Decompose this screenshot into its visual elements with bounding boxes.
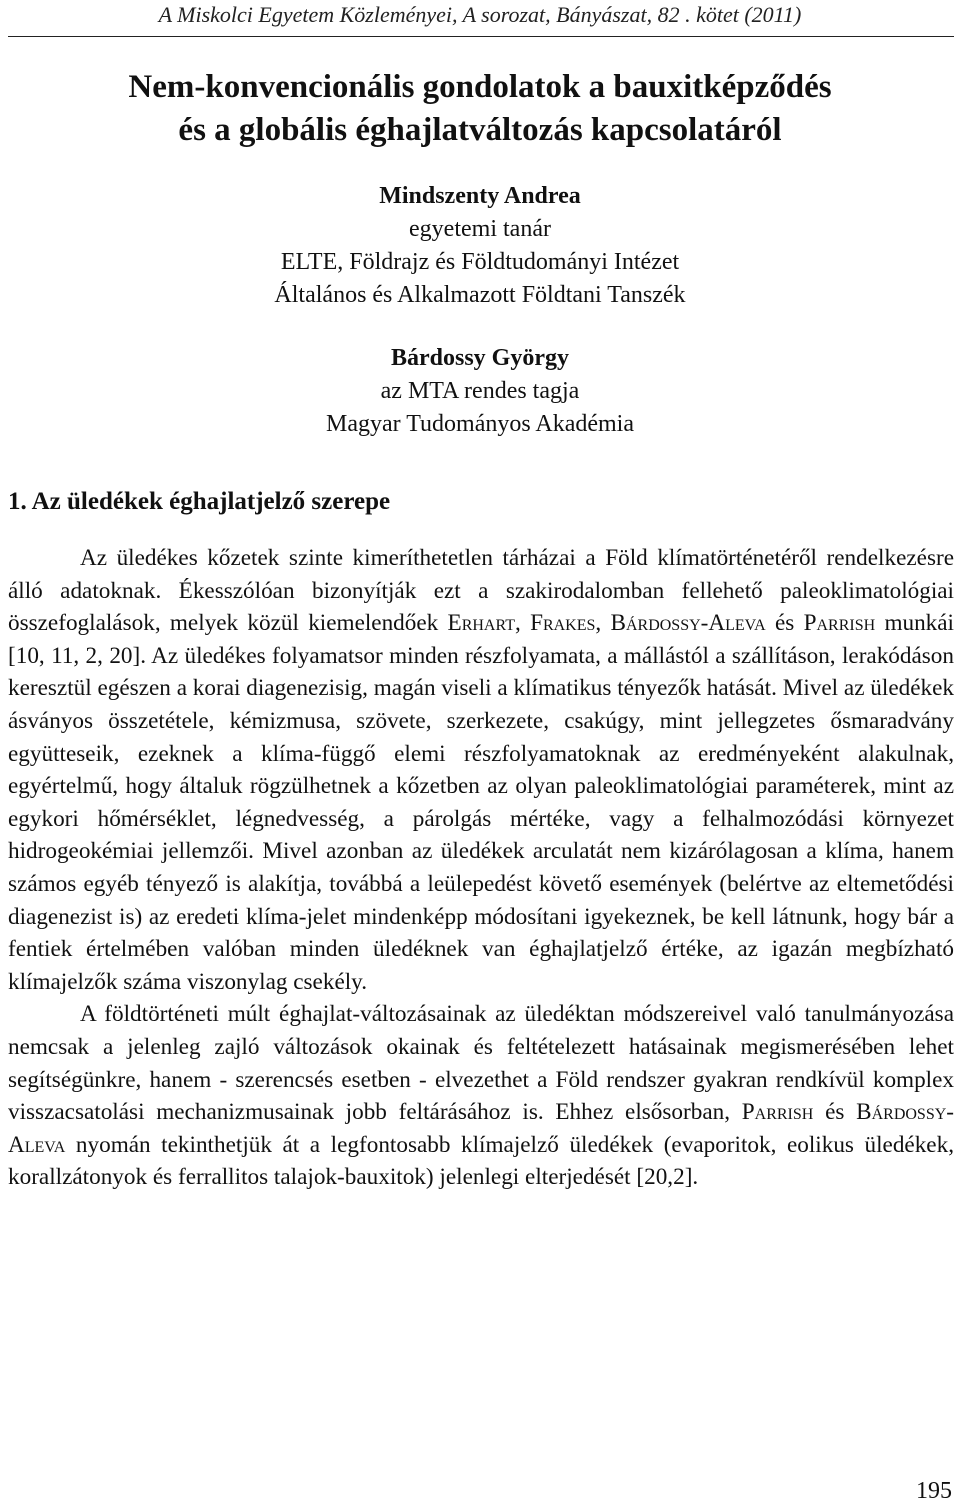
text-run: és bbox=[765, 610, 804, 637]
cited-author: Bárdossy-Aleva bbox=[610, 610, 766, 637]
section-body bbox=[8, 542, 954, 1194]
text-run: és bbox=[813, 1099, 857, 1126]
paper-title bbox=[0, 66, 960, 152]
cited-author: Bárdossy-Aleva bbox=[8, 1099, 954, 1158]
section-heading: 1. Az üledékek éghajlatjelző szerepe bbox=[8, 488, 391, 515]
text-run: , bbox=[595, 610, 611, 637]
author-department: Általános és Alkalmazott Földtani Tanszék bbox=[274, 282, 686, 308]
header-rule bbox=[8, 36, 954, 37]
paragraph bbox=[8, 542, 954, 998]
author-block-2 bbox=[0, 342, 960, 441]
text-run: munkái [10, 11, 2, 20]. Az üledékes folyamatsor minden részfolyamata, a mállástól a szállításon, lerakódáson keresztül egészen a korai diagenezisig, magán viseli a klímatikus tényezők hatását. Mivel az üledékek ásványos összetétele, kémizmusa, szövete, szerkezete, csakúgy, mint jellegzetes ősmaradvány együtteseik, ezeknek a klíma-függő elemi részfolyamatoknak az eredményeként alakulnak, egyértelmű, hogy általuk rögzülhetnek a kőzetben az olyan paleoklimatológiai paraméterek, mint az egykori hőmérséklet, légnedvesség, a párolgás mértéke, vagy a felhalmozódási környezet hidrogeokémiai jellemzői. Mivel azonban az üledékek arculatát nem kizárólagosan a klíma, hanem számos egyéb tényező is alakítja, továbbá a leülepedést követő események (belértve az eltemetődési diagenezist is) az eredeti klíma-jelet mindenképp módosítani igyekeznek, be kell látnunk, hogy bár a fentiek értelmében valóban minden üledéknek van éghajlatjelző értéke, az igazán megbízható klímajelzők száma viszonylag csekély. bbox=[8, 610, 954, 995]
author-role: az MTA rendes tagja bbox=[380, 378, 580, 404]
author-affiliation: ELTE, Földrajz és Földtudományi Intézet bbox=[280, 249, 680, 275]
text-run: , bbox=[514, 610, 531, 637]
cited-author: Erhart bbox=[447, 610, 515, 637]
text-run: nyomán tekinthetjük át a legfontosabb klímajelző üledékek (evaporitok, eolikus üledékek, korallzátonyok és ferrallitos talajok-bauxitok) jelenlegi elterjedését [20,2]. bbox=[8, 1131, 954, 1191]
cited-author: Parrish bbox=[803, 610, 876, 637]
author-name: Bárdossy György bbox=[390, 345, 569, 371]
author-block-1 bbox=[0, 180, 960, 312]
title-line-2: és a globális éghajlatváltozás kapcsolatáról bbox=[178, 112, 782, 148]
title-line-1: Nem-konvencionális gondolatok a bauxitképződés bbox=[128, 69, 832, 105]
author-name: Mindszenty Andrea bbox=[379, 183, 581, 209]
page-number: 195 bbox=[916, 1478, 952, 1504]
text-run: Az üledékes kőzetek szinte kimeríthetetlen tárházai a Föld klímatörténetéről rendelkezésre álló adatoknak. Ékesszólóan bizonyítják ezt a szakirodalomban fellehető paleoklimatológiai összefoglalások, melyek közül kiemelendőek bbox=[8, 545, 954, 637]
author-affiliation: Magyar Tudományos Akadémia bbox=[326, 411, 634, 437]
cited-author: Frakes bbox=[530, 610, 596, 637]
cited-author: Parrish bbox=[741, 1099, 814, 1126]
text-run: A földtörténeti múlt éghajlat-változásainak az üledéktan módszereivel való tanulmányozása nemcsak a jelenleg zajló változások okainak és feltételezett hatásainak megismerésében lehet segítségünkre, hanem - szerencsés esetben - elvezethet a Föld rendszer gyakran rendkívül komplex visszacsatolási mechanizmusainak jobb feltárásához is. Ehhez elsősorban, bbox=[8, 1001, 954, 1126]
author-role: egyetemi tanár bbox=[409, 216, 551, 242]
running-head: A Miskolci Egyetem Közleményei, A sorozat, Bányászat, 82 . kötet (2011) bbox=[158, 2, 802, 27]
paragraph bbox=[8, 998, 954, 1194]
